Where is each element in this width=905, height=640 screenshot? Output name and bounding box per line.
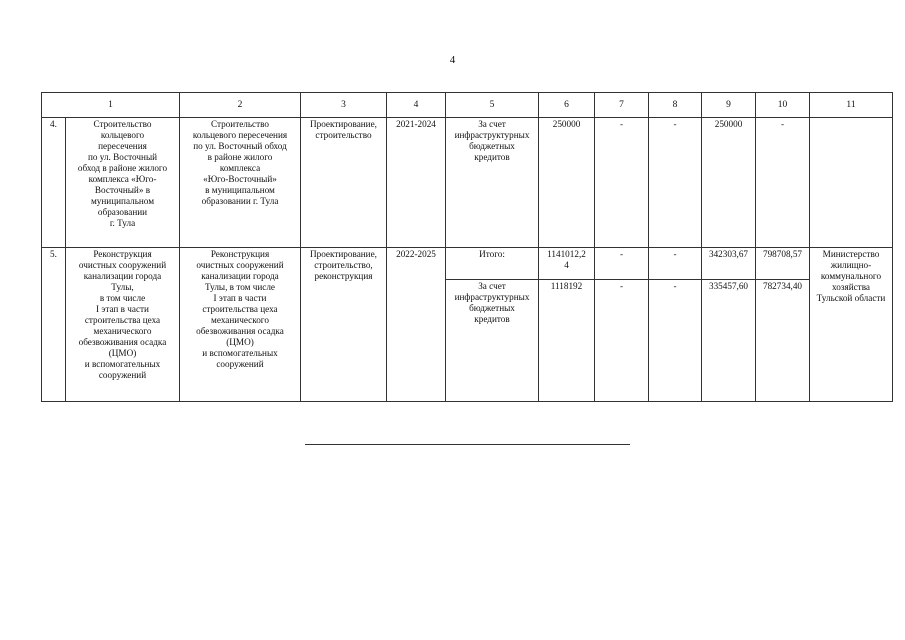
period-cell: 2021-2024 bbox=[387, 118, 446, 248]
amount-col8-cell: - bbox=[649, 248, 702, 280]
amount-col10-cell: 782734,40 bbox=[756, 280, 810, 402]
header-cell: 1 bbox=[42, 93, 180, 118]
object-name-cell: Реконструкция очистных сооружений канализации города Тулы, в том числе I этап в части строительства цеха механического обезвоживания осадка (ЦМО) и вспомогательных сооружений bbox=[66, 248, 180, 402]
header-cell: 10 bbox=[756, 93, 810, 118]
funding-source-cell: Итого: bbox=[446, 248, 539, 280]
amount-col7-cell: - bbox=[595, 118, 649, 248]
header-cell: 3 bbox=[301, 93, 387, 118]
row-number: 4. bbox=[42, 118, 66, 248]
header-cell: 6 bbox=[539, 93, 595, 118]
header-cell: 11 bbox=[810, 93, 893, 118]
header-cell: 2 bbox=[180, 93, 301, 118]
amount-col8-cell: - bbox=[649, 118, 702, 248]
object-description-cell: Строительство кольцевого пересечения по ул. Восточный обход в районе жилого комплекса «Юго-Восточный» в муниципальном образовании г. Тула bbox=[180, 118, 301, 248]
amount-col9-cell: 250000 bbox=[702, 118, 756, 248]
amount-col8-cell: - bbox=[649, 280, 702, 402]
header-cell: 7 bbox=[595, 93, 649, 118]
funding-source-cell: За счет инфраструктурных бюджетных кредитов bbox=[446, 280, 539, 402]
amount-col7-cell: - bbox=[595, 248, 649, 280]
amount-col9-cell: 335457,60 bbox=[702, 280, 756, 402]
row-number: 5. bbox=[42, 248, 66, 402]
amount-col10-cell: - bbox=[756, 118, 810, 248]
projects-table bbox=[41, 92, 893, 402]
period-cell: 2022-2025 bbox=[387, 248, 446, 402]
header-cell: 9 bbox=[702, 93, 756, 118]
amount-total-cell: 250000 bbox=[539, 118, 595, 248]
amount-total-cell: 1141012,2 4 bbox=[539, 248, 595, 280]
funding-source-cell: За счет инфраструктурных бюджетных кредитов bbox=[446, 118, 539, 248]
amount-total-cell: 1118192 bbox=[539, 280, 595, 402]
header-cell: 8 bbox=[649, 93, 702, 118]
amount-col9-cell: 342303,67 bbox=[702, 248, 756, 280]
end-divider-line bbox=[305, 444, 630, 445]
table-header-row bbox=[42, 93, 893, 118]
amount-col10-cell: 798708,57 bbox=[756, 248, 810, 280]
table-row bbox=[42, 248, 893, 280]
page-number: 4 bbox=[449, 54, 456, 66]
header-cell: 5 bbox=[446, 93, 539, 118]
header-cell: 4 bbox=[387, 93, 446, 118]
object-name-cell: Строительство кольцевого пересечения по ул. Восточный обход в районе жилого комплекса «Юго- Восточный» в муниципальном образовании г. Тула bbox=[66, 118, 180, 248]
table-row bbox=[42, 118, 893, 248]
object-description-cell: Реконструкция очистных сооружений канализации города Тулы, в том числе I этап в части строительства цеха механического обезвоживания осадка (ЦМО) и вспомогательных сооружений bbox=[180, 248, 301, 402]
responsible-cell: Министерство жилищно- коммунального хозяйства Тульской области bbox=[810, 248, 893, 402]
works-type-cell: Проектирование, строительство bbox=[301, 118, 387, 248]
responsible-cell bbox=[810, 118, 893, 248]
works-type-cell: Проектирование, строительство, реконструкция bbox=[301, 248, 387, 402]
amount-col7-cell: - bbox=[595, 280, 649, 402]
